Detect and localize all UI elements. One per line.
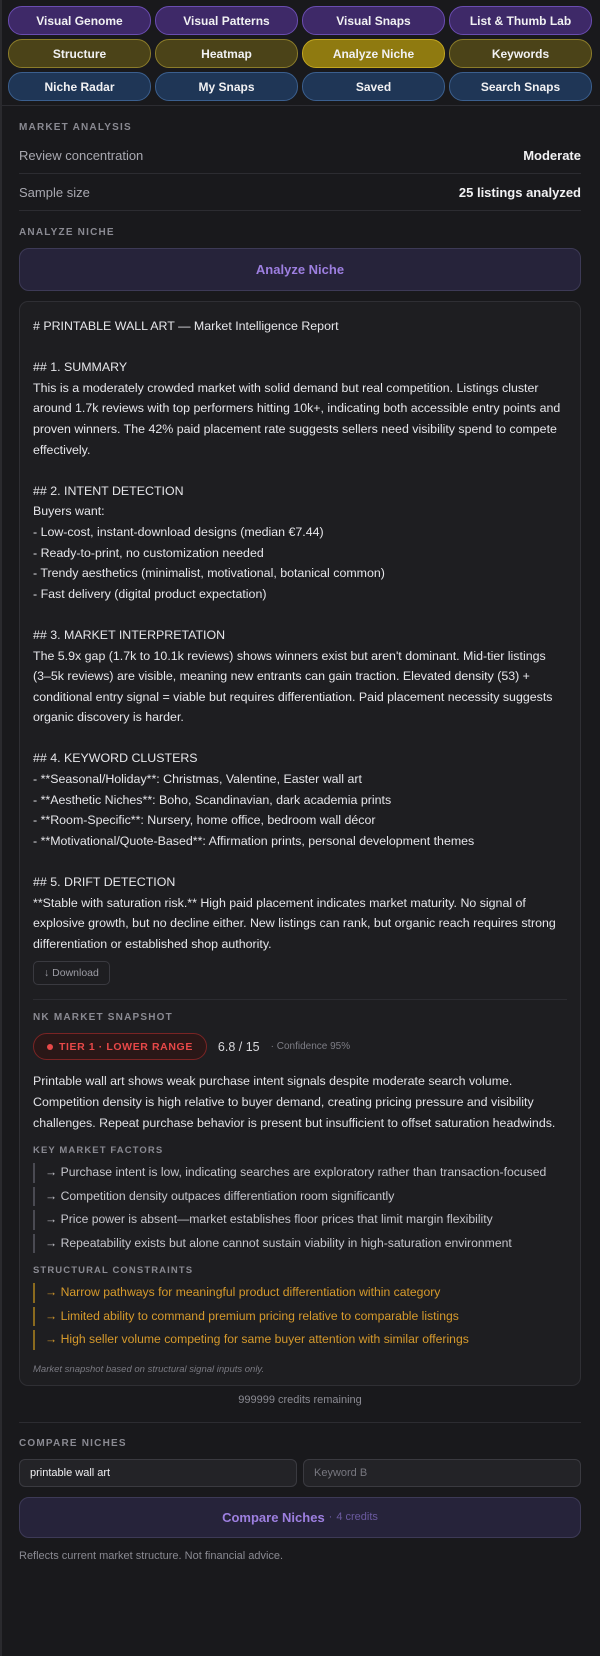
nav-visual-genome[interactable]: Visual Genome (8, 6, 151, 35)
review-concentration-value: Moderate (523, 147, 581, 163)
tier-dot-icon (47, 1044, 53, 1050)
tier-label: TIER 1 · LOWER RANGE (59, 1040, 193, 1053)
nav-heatmap[interactable]: Heatmap (155, 39, 298, 68)
compare-button-label: Compare Niches (222, 1509, 325, 1525)
download-button[interactable]: ↓ Download (33, 961, 110, 985)
nav-search-snaps[interactable]: Search Snaps (449, 72, 592, 101)
report-s4-item: - **Aesthetic Niches**: Boho, Scandinavian, dark academia prints (33, 792, 392, 807)
review-concentration-key: Review concentration (19, 147, 144, 163)
snapshot-score: 6.8 / 15 (217, 1039, 260, 1054)
compare-button-cost: 4 credits (336, 1511, 378, 1524)
snapshot-footnote: Market snapshot based on structural signal inputs only. (33, 1363, 265, 1375)
market-analysis-label: MARKET ANALYSIS (19, 122, 132, 133)
nav-row-1 (8, 6, 592, 35)
report-card (19, 301, 581, 1386)
sample-size-row (19, 174, 581, 211)
compare-divider (19, 1422, 581, 1423)
compare-niches-label: COMPARE NICHES (19, 1437, 127, 1449)
disclaimer: Reflects current market structure. Not financial advice. (19, 1549, 284, 1562)
nav-list-thumb-lab[interactable]: List & Thumb Lab (449, 6, 592, 35)
credits-remaining: 999999 credits remaining (238, 1393, 362, 1406)
report-s2-item: - Ready-to-print, no customization needed (33, 545, 264, 560)
nav-visual-snaps[interactable]: Visual Snaps (302, 6, 445, 35)
factor-item: → Price power is absent—market establishes floor prices that limit margin flexibility (33, 1210, 567, 1230)
nav-niche-radar[interactable]: Niche Radar (8, 72, 151, 101)
report-s5-head: ## 5. DRIFT DETECTION (33, 875, 176, 890)
report-s2-item: - Trendy aesthetics (minimalist, motivational, botanical common) (33, 566, 385, 581)
factor-item: → Repeatability exists but alone cannot sustain viability in high-saturation environment (33, 1234, 567, 1254)
snapshot-header (33, 1033, 567, 1060)
snapshot-divider (33, 999, 567, 1000)
report-s1-head: ## 1. SUMMARY (33, 360, 128, 375)
snapshot-description: Printable wall art shows weak purchase intent signals despite moderate search volume. Competition density is high relative to buyer demand, creating pricing pressure and visibility challenges. Repeat purchase behavior is present but insufficient to offset saturation headwinds. (33, 1074, 556, 1130)
top-nav (0, 0, 600, 101)
sample-size-value: 25 listings analyzed (458, 184, 581, 200)
analyze-niche-label: ANALYZE NICHE (19, 227, 115, 238)
report-text (33, 316, 567, 954)
nav-divider (0, 105, 600, 106)
main-content (0, 122, 600, 1562)
compare-button-separator: · (328, 1511, 333, 1524)
report-s4-head: ## 4. KEYWORD CLUSTERS (33, 751, 198, 766)
nav-visual-patterns[interactable]: Visual Patterns (155, 6, 298, 35)
keyword-b-input[interactable] (303, 1459, 581, 1487)
structural-constraints-label: STRUCTURAL CONSTRAINTS (33, 1265, 194, 1277)
nav-saved[interactable]: Saved (302, 72, 445, 101)
key-factors-label: KEY MARKET FACTORS (33, 1145, 164, 1157)
factor-item: → Purchase intent is low, indicating searches are exploratory rather than transaction-focused (33, 1163, 567, 1183)
constraint-item: → Limited ability to command premium pricing relative to comparable listings (33, 1307, 567, 1327)
report-title: # PRINTABLE WALL ART — Market Intelligence Report (33, 319, 339, 333)
nav-row-2 (8, 39, 592, 68)
nav-keywords[interactable]: Keywords (449, 39, 592, 68)
compare-niches-button[interactable] (19, 1497, 581, 1538)
report-s1-body: This is a moderately crowded market with solid demand but real competition. Listings cluster around 1.7k reviews with top performers hitting 10k+, indicating both accessible entry points and proven winners. The 42% paid placement rate suggests sellers need visibility spend to compete effectively. (33, 380, 561, 457)
review-concentration-row (19, 137, 581, 174)
constraint-item: → Narrow pathways for meaningful product differentiation within category (33, 1283, 567, 1303)
snapshot-label: NK MARKET SNAPSHOT (33, 1012, 173, 1024)
nav-analyze-niche[interactable]: Analyze Niche (302, 39, 445, 68)
report-s3-head: ## 3. MARKET INTERPRETATION (33, 627, 226, 642)
nav-row-3 (8, 72, 592, 101)
report-s4-item: - **Room-Specific**: Nursery, home office, bedroom wall décor (33, 813, 376, 828)
nav-my-snaps[interactable]: My Snaps (155, 72, 298, 101)
analyze-niche-button[interactable]: Analyze Niche (19, 248, 581, 291)
nav-structure[interactable]: Structure (8, 39, 151, 68)
report-s2-head: ## 2. INTENT DETECTION (33, 483, 184, 498)
compare-inputs (19, 1459, 581, 1487)
report-s4-item: - **Motivational/Quote-Based**: Affirmation prints, personal development themes (33, 833, 475, 848)
report-s2-item: - Low-cost, instant-download designs (median €7.44) (33, 524, 324, 539)
report-s2-intro: Buyers want: (33, 504, 105, 519)
snapshot-confidence: · Confidence 95% (270, 1041, 351, 1053)
factor-item: → Competition density outpaces differentiation room significantly (33, 1187, 567, 1207)
constraint-item: → High seller volume competing for same buyer attention with similar offerings (33, 1330, 567, 1350)
tier-badge (33, 1033, 207, 1060)
left-edge (0, 0, 2, 1656)
report-s5-body: **Stable with saturation risk.** High paid placement indicates market maturity. No signal of explosive growth, but no decline either. New listings can rank, but organic reach requires strong differentiation or established shop authority. (33, 895, 556, 951)
keyword-a-input[interactable] (19, 1459, 297, 1487)
report-s3-body: The 5.9x gap (1.7k to 10.1k reviews) shows winners exist but aren't dominant. Mid-tier listings (3–5k reviews) are visible, meaning new entrants can gain traction. Elevated density (53) + conditional entry signal = viable but requires differentiation. Paid placement necessity suggests organic discovery is harder. (33, 648, 553, 725)
report-s4-item: - **Seasonal/Holiday**: Christmas, Valentine, Easter wall art (33, 772, 362, 787)
report-s2-item: - Fast delivery (digital product expectation) (33, 586, 267, 601)
sample-size-key: Sample size (19, 184, 90, 200)
